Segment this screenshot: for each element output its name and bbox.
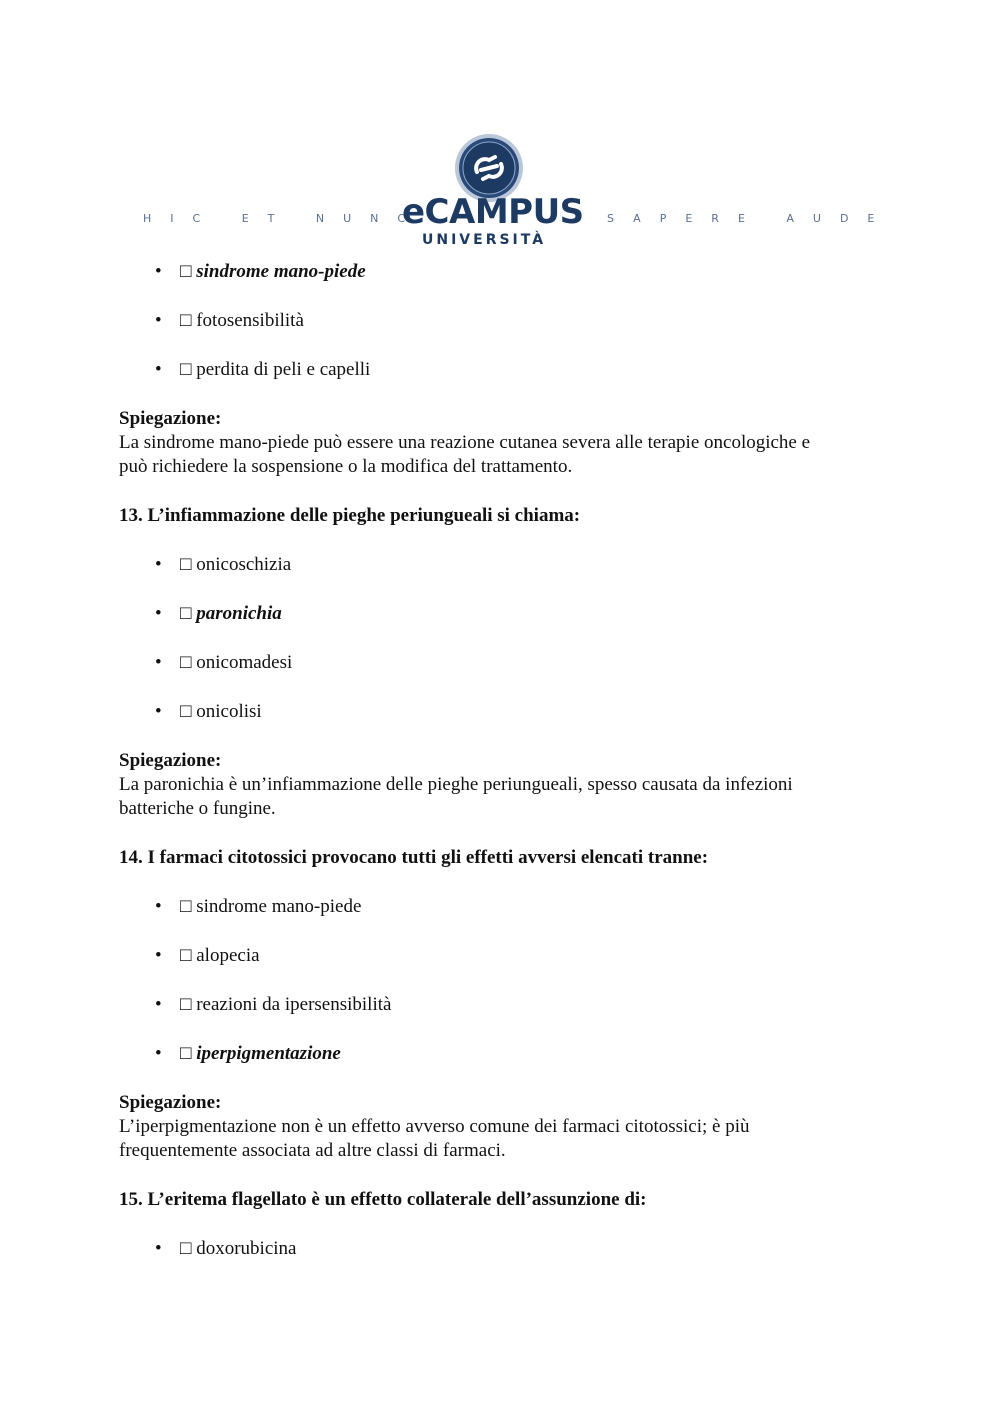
bullet-icon: • (155, 652, 162, 673)
option-label: onicoschizia (196, 554, 292, 575)
checkbox-icon: □ (180, 554, 192, 575)
answer-option (119, 1237, 879, 1261)
option-label: perdita di peli e capelli (196, 359, 371, 380)
explanation-line: frequentemente associata ad altre classi di farmaci. (119, 1140, 506, 1161)
answer-option (119, 993, 879, 1017)
checkbox-icon: □ (180, 261, 192, 282)
answer-option (119, 309, 879, 333)
quiz-content (119, 260, 879, 1286)
option-label: reazioni da ipersensibilità (196, 994, 392, 1015)
bullet-icon: • (155, 701, 162, 722)
checkbox-icon: □ (180, 701, 192, 722)
bullet-icon: • (155, 1238, 162, 1259)
explanation-line: può richiedere la sospensione o la modifica del trattamento. (119, 456, 573, 477)
answer-option (119, 700, 879, 724)
answer-option (119, 553, 879, 577)
explanation-line: La paronichia è un’infiammazione delle pieghe periungueali, spesso causata da infezioni (119, 774, 793, 795)
bullet-icon: • (155, 994, 162, 1015)
option-label: onicolisi (196, 701, 262, 722)
answer-option (119, 651, 879, 675)
question-title: 14. I farmaci citotossici provocano tutti gli effetti avversi elencati tranne: (119, 847, 709, 868)
question-title: 13. L’infiammazione delle pieghe periungueali si chiama: (119, 505, 581, 526)
bullet-icon: • (155, 310, 162, 331)
bullet-icon: • (155, 945, 162, 966)
explanation (119, 407, 879, 479)
checkbox-icon: □ (180, 896, 192, 917)
bullet-icon: • (155, 1043, 162, 1064)
answer-option (119, 358, 879, 382)
option-label: paronichia (196, 603, 282, 624)
explanation-line: La sindrome mano-piede può essere una reazione cutanea severa alle terapie oncologiche e (119, 432, 811, 453)
question-title: 15. L’eritema flagellato è un effetto collaterale dell’assunzione di: (119, 1189, 647, 1210)
explanation-line: L’iperpigmentazione non è un effetto avverso comune dei farmaci citotossici; è più (119, 1116, 750, 1137)
option-label: sindrome mano-piede (196, 896, 362, 917)
checkbox-icon: □ (180, 1043, 192, 1064)
bullet-icon: • (155, 603, 162, 624)
answer-option-correct (119, 1042, 879, 1066)
checkbox-icon: □ (180, 1238, 192, 1259)
checkbox-icon: □ (180, 310, 192, 331)
option-label: doxorubicina (196, 1238, 297, 1259)
bullet-icon: • (155, 359, 162, 380)
page-header (0, 130, 1000, 255)
explanation (119, 749, 879, 821)
answer-option (119, 895, 879, 919)
checkbox-icon: □ (180, 945, 192, 966)
explanation-label: Spiegazione: (119, 1092, 222, 1113)
option-label: fotosensibilità (196, 310, 304, 331)
answer-option-correct (119, 602, 879, 626)
option-label: alopecia (196, 945, 260, 966)
motto-right: SAPERE AUDE (607, 212, 894, 225)
checkbox-icon: □ (180, 603, 192, 624)
motto-left: HIC ET NUNC (143, 212, 425, 225)
explanation-line: batteriche o fungine. (119, 798, 276, 819)
checkbox-icon: □ (180, 652, 192, 673)
option-label: sindrome mano-piede (196, 261, 366, 282)
explanation-label: Spiegazione: (119, 750, 222, 771)
bullet-icon: • (155, 554, 162, 575)
brand-subtitle: UNIVERSITÀ (422, 232, 547, 248)
checkbox-icon: □ (180, 994, 192, 1015)
answer-option (119, 944, 879, 968)
answer-option-correct (119, 260, 879, 284)
option-label: onicomadesi (196, 652, 293, 673)
bullet-icon: • (155, 261, 162, 282)
explanation-label: Spiegazione: (119, 408, 222, 429)
checkbox-icon: □ (180, 359, 192, 380)
explanation (119, 1091, 879, 1163)
bullet-icon: • (155, 896, 162, 917)
brand-logo-text: eCAMPUS (402, 192, 584, 232)
option-label: iperpigmentazione (196, 1043, 341, 1064)
